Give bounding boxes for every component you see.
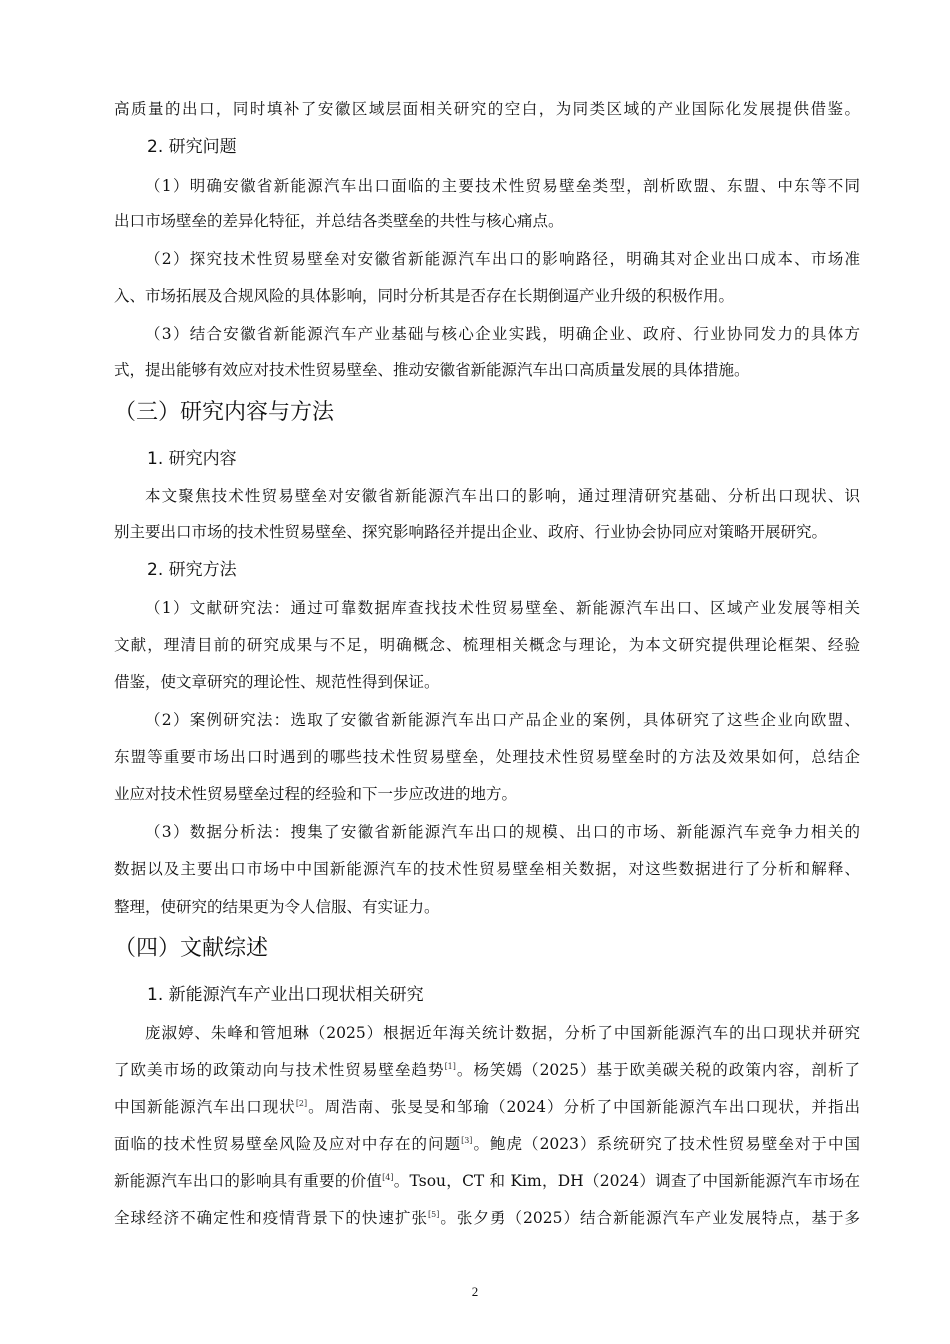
paragraph-line: （3）数据分析法：搜集了安徽省新能源汽车出口的规模、出口的市场、新能源汽车竞争力相关的 bbox=[145, 823, 860, 841]
paragraph-line: （2）探究技术性贸易壁垒对安徽省新能源汽车出口的影响路径，明确其对企业出口成本、市场准 bbox=[145, 250, 860, 268]
citation-marker: [5] bbox=[428, 1210, 440, 1219]
paragraph-line: 本文聚焦技术性贸易壁垒对安徽省新能源汽车出口的影响，通过理清研究基础、分析出口现状、识 bbox=[145, 487, 860, 505]
paragraph-line: 业应对技术性贸易壁垒过程的经验和下一步应改进的地方。 bbox=[114, 785, 518, 803]
paragraph-line: 中国新能源汽车出口现状[2]。周浩南、张旻旻和邹瑜（2024）分析了中国新能源汽车出口现状，并指出 bbox=[114, 1098, 860, 1116]
paragraph-line: 新能源汽车出口的影响具有重要的价值[4]。Tsou，CT 和 Kim，DH（2024）调查了中国新能源汽车市场在 bbox=[114, 1172, 860, 1190]
paragraph-line: 面临的技术性贸易壁垒风险及应对中存在的问题[3]。鲍虎（2023）系统研究了技术性贸易壁垒对于中国 bbox=[114, 1135, 860, 1153]
paragraph-line: 借鉴，使文章研究的理论性、规范性得到保证。 bbox=[114, 673, 440, 691]
page-number: 2 bbox=[471, 1284, 479, 1299]
section-heading-export-status-research: 1. 新能源汽车产业出口现状相关研究 bbox=[147, 985, 424, 1005]
paragraph-line: 式，提出能够有效应对技术性贸易壁垒、推动安徽省新能源汽车出口高质量发展的具体措施。 bbox=[114, 361, 750, 379]
paragraph-line: （3）结合安徽省新能源汽车产业基础与核心企业实践，明确企业、政府、行业协同发力的具体方 bbox=[145, 325, 860, 343]
citation-marker: [4] bbox=[382, 1173, 394, 1182]
citation-marker: [1] bbox=[444, 1062, 456, 1071]
paragraph-line: 庞淑婷、朱峰和管旭琳（2025）根据近年海关统计数据，分析了中国新能源汽车的出口现状并研究 bbox=[145, 1024, 860, 1042]
section-heading-content-methods: （三）研究内容与方法 bbox=[114, 400, 335, 425]
paragraph-line: 整理，使研究的结果更为令人信服、有实证力。 bbox=[114, 898, 440, 916]
paragraph-line: 数据以及主要出口市场中中国新能源汽车的技术性贸易壁垒相关数据，对这些数据进行了分析和解释、 bbox=[114, 860, 860, 878]
paragraph-line: 出口市场壁垒的差异化特征，并总结各类壁垒的共性与核心痛点。 bbox=[114, 212, 564, 230]
paragraph-line: 高质量的出口，同时填补了安徽区域层面相关研究的空白，为同类区域的产业国际化发展提供借鉴。 bbox=[114, 100, 860, 118]
paragraph-line: 别主要出口市场的技术性贸易壁垒、探究影响路径并提出企业、政府、行业协会协同应对策略开展研究。 bbox=[114, 523, 828, 541]
paragraph-line: （2）案例研究法：选取了安徽省新能源汽车出口产品企业的案例，具体研究了这些企业向欧盟、 bbox=[145, 711, 860, 729]
citation-marker: [3] bbox=[461, 1136, 473, 1145]
paragraph-line: （1）文献研究法：通过可靠数据库查找技术性贸易壁垒、新能源汽车出口、区域产业发展等相关 bbox=[145, 599, 860, 617]
section-heading-research-methods: 2. 研究方法 bbox=[147, 560, 237, 580]
paragraph-line: 入、市场拓展及合规风险的具体影响，同时分析其是否存在长期倒逼产业升级的积极作用。 bbox=[114, 287, 735, 305]
paragraph-line: 文献，理清目前的研究成果与不足，明确概念、梳理相关概念与理论，为本文研究提供理论框架、经验 bbox=[114, 636, 860, 654]
paragraph-line: 东盟等重要市场出口时遇到的哪些技术性贸易壁垒，处理技术性贸易壁垒时的方法及效果如何，总结企 bbox=[114, 748, 860, 766]
paragraph-line: 了欧美市场的政策动向与技术性贸易壁垒趋势[1]。杨笑嫣（2025）基于欧美碳关税的政策内容，剖析了 bbox=[114, 1061, 860, 1079]
citation-marker: [2] bbox=[295, 1099, 308, 1108]
section-heading-research-questions: 2. 研究问题 bbox=[147, 137, 237, 157]
section-heading-research-content: 1. 研究内容 bbox=[147, 449, 237, 469]
paragraph-line: 全球经济不确定性和疫情背景下的快速扩张[5]。张夕勇（2025）结合新能源汽车产业发展特点，基于多 bbox=[114, 1209, 860, 1227]
section-heading-literature-review: （四）文献综述 bbox=[114, 936, 269, 961]
paragraph-line: （1）明确安徽省新能源汽车出口面临的主要技术性贸易壁垒类型，剖析欧盟、东盟、中东等不同 bbox=[145, 177, 860, 195]
